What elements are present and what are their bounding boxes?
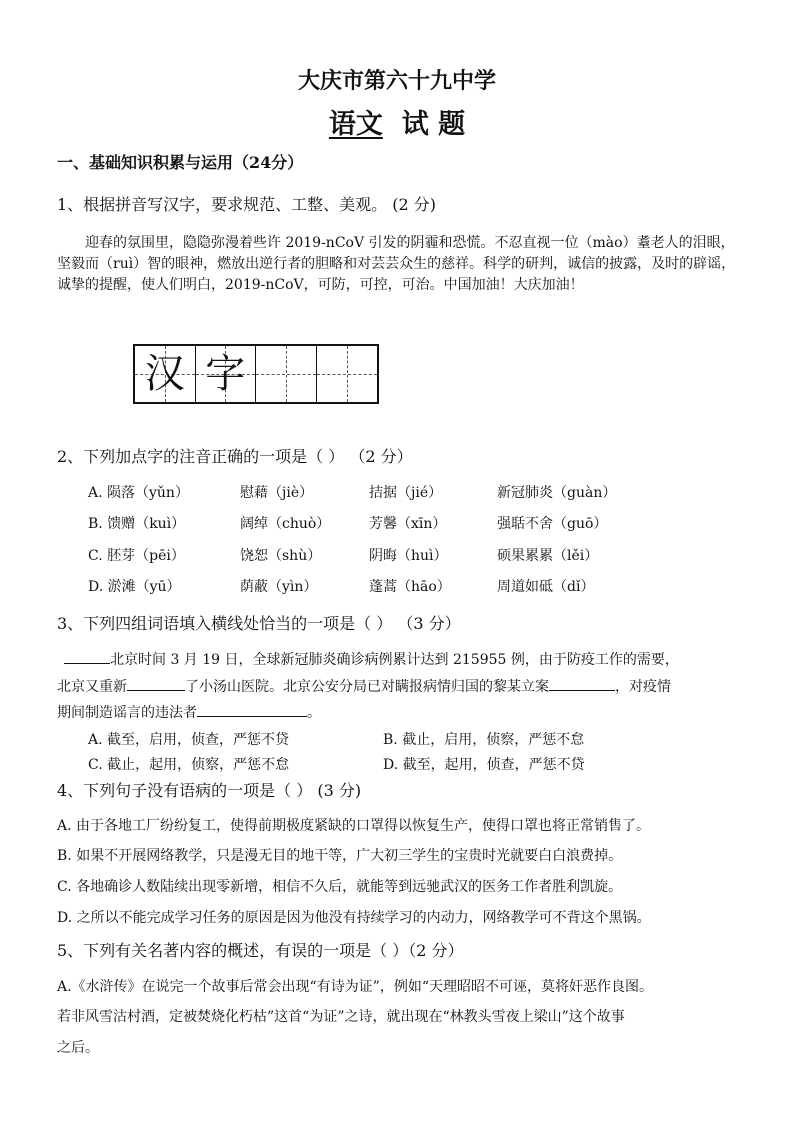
q2-stem: 2、下列加点字的注音正确的一项是（ ） （2 分） bbox=[57, 447, 413, 466]
answer-blank[interactable] bbox=[64, 649, 110, 664]
q3-line-2-c: ，对疫情 bbox=[615, 679, 671, 695]
q2-row-c-4: 硕果累累（lěi） bbox=[497, 548, 599, 564]
q3-line-1-text: 北京时间 3 月 19 日，全球新冠肺炎确诊病例累计达到 215955 例，由于防疫工作的需要， bbox=[110, 652, 679, 668]
q2-row-b-2: 阔绰（chuò） bbox=[240, 516, 331, 532]
section-title: 一、基础知识积累与运用（24分） bbox=[57, 153, 304, 172]
answer-blank[interactable] bbox=[549, 676, 615, 691]
grid-char: 字 bbox=[205, 351, 246, 397]
answer-blank[interactable] bbox=[197, 702, 307, 717]
q2-row-b-1: B. 馈赠（kuì） bbox=[88, 516, 186, 532]
q2-row-a-2: 慰藉（jiè） bbox=[240, 485, 314, 501]
title-rest: 试 题 bbox=[401, 109, 466, 140]
grid-char: 汉 bbox=[144, 351, 185, 397]
grid-cell[interactable] bbox=[196, 346, 257, 402]
q4-option-c: C. 各地确诊人数陆续出现零新增，相信不久后，就能等到远驰武汉的医务工作者胜利凯旋。 bbox=[57, 879, 623, 895]
q3-option-a: A. 截至，启用，侦查，严惩不贷 bbox=[88, 732, 290, 748]
q3-stem: 3、下列四组词语填入横线处恰当的一项是（ ） （3 分） bbox=[57, 614, 461, 633]
q2-row-c-1: C. 胚芽（pēi） bbox=[88, 548, 185, 564]
q2-row-b-4: 强聒不舍（guō） bbox=[497, 516, 608, 532]
q5-line-2: 若非风雪沽村酒，定被焚烧化朽枯”这首“为证”之诗，就出现在“林教头雪夜上梁山”这个故事 bbox=[57, 1009, 625, 1025]
writing-grid bbox=[133, 344, 379, 404]
q4-stem: 4、下列句子没有语病的一项是（ ） (3 分) bbox=[57, 781, 362, 800]
q2-row-d-3: 蓬蒿（hāo） bbox=[369, 579, 451, 595]
exam-title bbox=[0, 102, 794, 141]
q4-option-a: A. 由于各地工厂纷纷复工，使得前期极度紧缺的口罩得以恢复生产，使得口罩也将正常销售了。 bbox=[57, 818, 651, 834]
q3-option-b: B. 截止，启用，侦察，严惩不怠 bbox=[383, 732, 585, 748]
q5-line-3: 之后。 bbox=[57, 1040, 99, 1056]
subject-name: 语文 bbox=[328, 109, 383, 140]
grid-cell[interactable] bbox=[317, 346, 378, 402]
q3-option-d: D. 截至，起用，侦查，严惩不贷 bbox=[383, 757, 585, 773]
q3-line-2-a: 北京又重新 bbox=[57, 679, 127, 695]
q5-stem: 5、下列有关名著内容的概述，有误的一项是（ ）（2 分） bbox=[57, 941, 464, 960]
q2-row-a-1: A. 陨落（yǔn） bbox=[88, 485, 189, 501]
grid-cell[interactable] bbox=[135, 346, 196, 402]
q1-stem: 1、根据拼音写汉字，要求规范、工整、美观。 (2 分) bbox=[57, 195, 437, 214]
q2-row-d-1: D. 淤滩（yū） bbox=[88, 579, 181, 595]
grid-cell[interactable] bbox=[256, 346, 317, 402]
q3-line-1 bbox=[64, 649, 679, 669]
q3-line-3-b: 。 bbox=[307, 705, 321, 721]
q1-passage bbox=[57, 233, 741, 296]
q1-passage-text: 迎春的氛围里，隐隐弥漫着些许 2019-nCoV 引发的阴霾和恐慌。不忍直视一位（mào）耋老人的泪眼，坚毅而（ruì）智的眼神，燃放出逆行者的胆略和对芸芸众生的慈祥。科学的研判，诚信的披露，及时的辟谣，诚挚的提醒，使人们明白，2019-nCoV，可防，可控，可治。中国加油！大庆加油！ bbox=[57, 235, 736, 293]
q4-option-b: B. 如果不开展网络教学，只是漫无目的地干等，广大初三学生的宝贵时光就要白白浪费掉。 bbox=[57, 848, 623, 864]
q2-row-a-3: 拮据（jié） bbox=[369, 485, 443, 501]
q3-option-c: C. 截止，起用，侦察，严惩不怠 bbox=[88, 757, 290, 773]
q5-line-1: A.《水浒传》在说完一个故事后常会出现“有诗为证”，例如“天理昭昭不可诬，莫将奸恶作良图。 bbox=[57, 979, 654, 995]
q3-line-3 bbox=[57, 702, 321, 722]
q2-row-c-2: 饶恕（shù） bbox=[240, 548, 322, 564]
school-name: 大庆市第六十九中学 bbox=[297, 68, 496, 94]
q3-line-2 bbox=[57, 676, 671, 696]
q2-row-a-4: 新冠肺炎（guàn） bbox=[497, 485, 617, 501]
q2-row-d-4: 周道如砥（dǐ） bbox=[497, 579, 595, 595]
q3-line-2-b: 了小汤山医院。北京公安分局已对瞒报病情归国的黎某立案 bbox=[185, 679, 549, 695]
q2-row-d-2: 荫蔽（yìn） bbox=[240, 579, 318, 595]
q4-option-d: D. 之所以不能完成学习任务的原因是因为他没有持续学习的内动力，网络教学可不背这个黑锅。 bbox=[57, 910, 651, 926]
q3-line-3-a: 期间制造谣言的违法者 bbox=[57, 705, 197, 721]
answer-blank[interactable] bbox=[127, 676, 185, 691]
q2-row-c-3: 阴晦（huì） bbox=[369, 548, 448, 564]
q2-row-b-3: 芳馨（xīn） bbox=[369, 516, 447, 532]
